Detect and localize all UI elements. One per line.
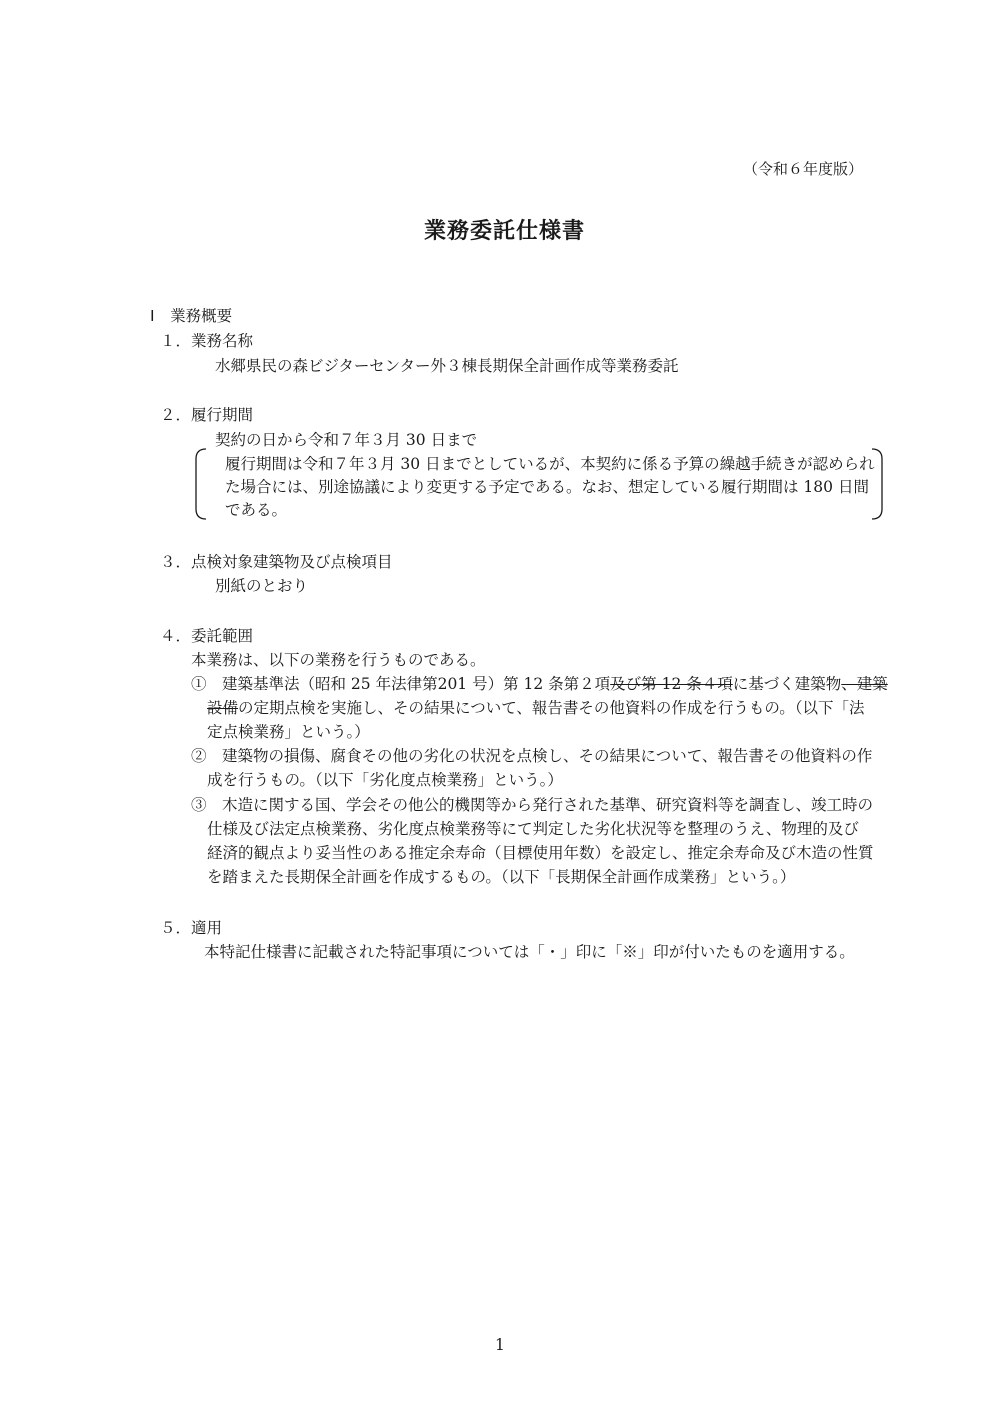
- scope-paragraph-2-line-1: ② 建築物の損傷、腐食その他の劣化の状況を点検し、その結果について、報告書その他資料の作: [191, 747, 873, 765]
- performance-period-text: 契約の日から令和７年３月 30 日まで: [215, 431, 478, 449]
- item-heading-scope: ４．委託範囲: [160, 627, 254, 645]
- scope-paragraph-3-line-3: 経済的観点より妥当性のある推定余寿命（目標使用年数）を設定し、推定余寿命及び木造の性質: [207, 844, 874, 862]
- scope-paragraph-2-line-2: 成を行うもの。（以下「劣化度点検業務」という。）: [207, 771, 563, 789]
- page-number: 1: [495, 1336, 505, 1354]
- struck-text: 及び第 12 条４項: [610, 675, 733, 693]
- scope-text: ① 建築基準法（昭和 25 年法律第201 号）第 12 条第２項: [191, 675, 611, 693]
- edition-label: （令和６年度版）: [743, 160, 864, 178]
- scope-text: に基づく建築物: [732, 675, 842, 693]
- struck-text: 、建築: [841, 675, 888, 693]
- item-heading-performance-period: ２．履行期間: [160, 406, 254, 424]
- section-heading-overview: Ⅰ 業務概要: [150, 307, 233, 325]
- scope-intro: 本業務は、以下の業務を行うものである。: [191, 651, 486, 669]
- item-heading-inspection-targets: ３．点検対象建築物及び点検項目: [160, 553, 393, 571]
- scope-paragraph-3-line-1: ③ 木造に関する国、学会その他公的機関等から発行された基準、研究資料等を調査し、竣工時の: [191, 796, 874, 814]
- task-name-text: 水郷県民の森ビジターセンター外３棟長期保全計画作成等業務委託: [215, 357, 679, 375]
- document-title: 業務委託仕様書: [424, 219, 586, 244]
- scope-paragraph-3-line-2: 仕様及び法定点検業務、劣化度点検業務等にて判定した劣化状況等を整理のうえ、物理的及び: [207, 820, 859, 838]
- scope-paragraph-1-line-1: [191, 672, 888, 694]
- period-note-line: である。: [225, 501, 288, 519]
- scope-paragraph-3-line-4: を踏まえた長期保全計画を作成するもの。（以下「長期保全計画作成業務」という。）: [207, 868, 796, 886]
- item-heading-application: ５．適用: [160, 919, 223, 937]
- scope-paragraph-1-line-3: 定点検業務」という。）: [207, 723, 370, 741]
- period-note-line: た場合には、別途協議により変更する予定である。なお、想定している履行期間は 180 日間: [225, 478, 869, 496]
- period-note-line: 履行期間は令和７年３月 30 日までとしているが、本契約に係る予算の繰越手続きが認められ: [225, 455, 875, 473]
- scope-text: の定期点検を実施し、その結果について、報告書その他資料の作成を行うもの。（以下「法: [238, 699, 865, 717]
- scope-paragraph-1-line-2: [207, 696, 865, 718]
- inspection-targets-text: 別紙のとおり: [215, 577, 309, 595]
- note-bracket-left: [192, 447, 208, 521]
- struck-text: 設備: [207, 699, 239, 717]
- note-bracket-right: [870, 447, 886, 521]
- application-text: 本特記仕様書に記載された特記事項については「・」印に「※」印が付いたものを適用する。: [204, 943, 855, 961]
- item-heading-task-name: １．業務名称: [160, 332, 254, 350]
